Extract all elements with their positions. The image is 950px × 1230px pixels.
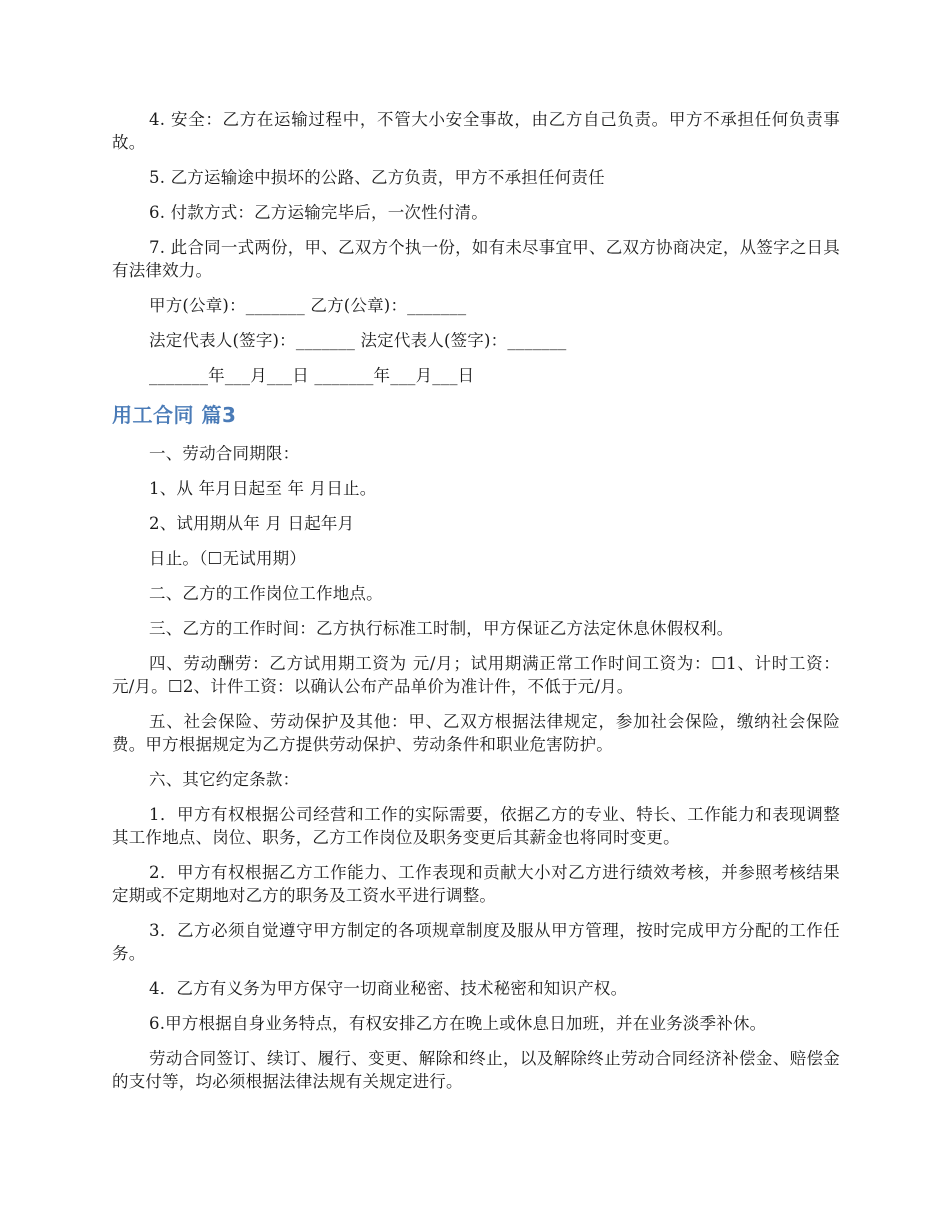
paragraph: 4．乙方有义务为甲方保守一切商业秘密、技术秘密和知识产权。 [149,979,628,998]
paragraph: 五、社会保险、劳动保护及其他：甲、乙双方根据法律规定，参加社会保险，缴纳社会保险费。甲方根据规定为乙方提供劳动保护、劳动条件和职业危害防护。 [112,712,840,754]
paragraph: 六、其它约定条款： [149,770,300,789]
paragraph: 三、乙方的工作时间：乙方执行标准工时制，甲方保证乙方法定休息休假权利。 [149,619,734,638]
paragraph: 劳动合同签订、续订、履行、变更、解除和终止，以及解除终止劳动合同经济补偿金、赔偿金的支付等，均必须根据法律法规有关规定进行。 [112,1049,840,1091]
paragraph: 3．乙方必须自觉遵守甲方制定的各项规章制度及服从甲方管理，按时完成甲方分配的工作任务。 [112,921,840,963]
signature-line: 法定代表人(签字)：_______ 法定代表人(签字)：_______ [149,331,567,350]
paragraph: 1、从 年月日起至 年 月日止。 [149,479,377,498]
paragraph: 一、劳动合同期限： [149,444,300,463]
clause-copies: 7. 此合同一式两份，甲、乙双方个执一份，如有未尽事宜甲、乙双方协商决定，从签字之日具有法律效力。 [112,238,840,280]
paragraph: 2、试用期从年 月 日起年月 [149,514,355,533]
paragraph: 1．甲方有权根据公司经营和工作的实际需要，依据乙方的专业、特长、工作能力和表现调整其工作地点、岗位、职务，乙方工作岗位及职务变更后其薪金也将同时变更。 [112,805,840,847]
date-line: _______年___月___日 _______年___月___日 [149,366,475,385]
clause-safety: 4. 安全：乙方在运输过程中，不管大小安全事故，由乙方自己负责。甲方不承担任何负责事故。 [112,110,840,152]
clause-road-damage: 5. 乙方运输途中损坏的公路、乙方负责，甲方不承担任何责任 [149,168,605,187]
paragraph: 日止。（☐无试用期） [149,549,307,568]
section-heading: 用工合同 篇3 [112,403,237,427]
paragraph: 2．甲方有权根据乙方工作能力、工作表现和贡献大小对乙方进行绩效考核，并参照考核结果定期或不定期地对乙方的职务及工资水平进行调整。 [112,863,840,905]
seal-line: 甲方(公章)：_______ 乙方(公章)：_______ [149,296,467,315]
clause-payment: 6. 付款方式：乙方运输完毕后，一次性付清。 [149,203,488,222]
paragraph: 6.甲方根据自身业务特点，有权安排乙方在晚上或休息日加班，并在业务淡季补休。 [149,1014,767,1033]
document-page [112,108,840,1105]
paragraph: 二、乙方的工作岗位工作地点。 [149,584,383,603]
paragraph: 四、劳动酬劳：乙方试用期工资为 元/月；试用期满正常工作时间工资为：☐1、计时工资：元/月。☐2、计件工资：以确认公布产品单价为准计件，不低于元/月。 [112,654,840,696]
